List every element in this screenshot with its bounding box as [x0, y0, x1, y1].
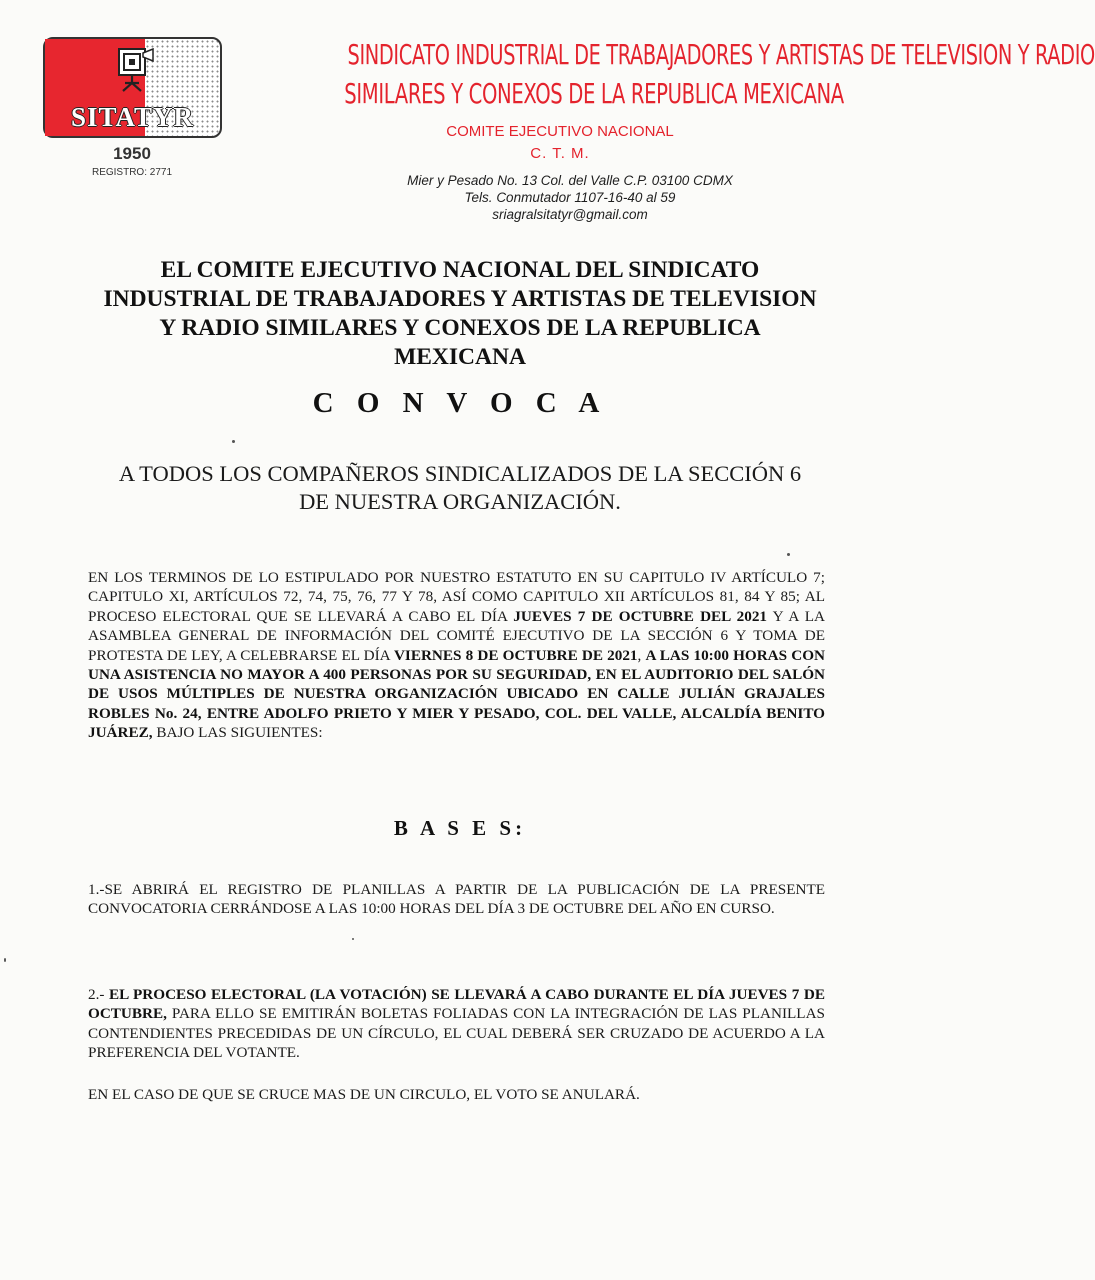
intro-text: BAJO LAS SIGUIENTES: [152, 724, 323, 742]
email-line: sriagralsitatyr@gmail.com [492, 207, 648, 222]
sitatyr-logo [43, 37, 222, 138]
intro-bold-date: JUEVES 7 DE OCTUBRE DEL 2021 [513, 607, 768, 625]
scan-speck [4, 958, 6, 962]
address-line: Mier y Pesado No. 13 Col. del Valle C.P. 03100 CDMX [407, 173, 733, 188]
heading-line: Y RADIO SIMILARES Y CONEXOS DE LA REPUBLICA [159, 315, 761, 341]
scan-speck [787, 553, 790, 556]
heading-line: INDUSTRIAL DE TRABAJADORES Y ARTISTAS DE TELEVISION [103, 286, 817, 312]
registro-number: REGISTRO: 2771 [91, 167, 173, 178]
sitatyr-emblem-icon [113, 47, 157, 99]
phone-line: Tels. Conmutador 1107-16-40 al 59 [464, 190, 676, 205]
bases-title: B A S E S: [393, 816, 527, 840]
main-heading [60, 256, 860, 372]
ctm-label: C. T. M. [530, 145, 590, 162]
intro-text: EN LOS TERMINOS DE LO ESTIPULADO POR NUESTRO ESTATUTO EN SU CAPITULO IV ARTÍCULO 7; CAPITULO XI, ARTÍCULOS 72, 74, 75, 76, 77 Y 78, ASÍ COMO CAPITULO XII ARTÍCULOS 81, 84 Y 85; AL PROCESO ELECTORAL QUE SE LLEVARÁ A CABO EL DÍA [88, 569, 825, 625]
scan-speck [232, 440, 235, 443]
comite-label: COMITE EJECUTIVO NACIONAL [446, 123, 674, 140]
scan-speck [352, 938, 354, 940]
convoca-title: C O N V O C A [312, 387, 608, 419]
org-name-line-1: SINDICATO INDUSTRIAL DE TRABAJADORES Y ARTISTAS DE TELEVISION Y RADIO [347, 38, 1095, 71]
founding-year: 1950 [113, 144, 151, 163]
intro-bold-location: A LAS 10:00 HORAS CON UNA ASISTENCIA NO MAYOR A 400 PERSONAS POR SU SEGURIDAD, EN EL AUDITORIO DEL SALÓN DE USOS MÚLTIPLES DE NUESTRA ORGANIZACIÓN UBICADO EN CALLE JULIÁN GRAJALES ROBLES No. 24, ENTRE ADOLFO PRIETO Y MIER Y PESADO, COL. DEL VALLE, ALCALDÍA BENITO JUÁREZ, [88, 646, 826, 742]
intro-text: , [637, 646, 646, 664]
intro-paragraph [88, 568, 825, 743]
item-text: PARA ELLO SE EMITIRÁN BOLETAS FOLIADAS CON LA INTEGRACIÓN DE LAS PLANILLAS CONTENDIENTES PRECEDIDAS DE UN CÍRCULO, EL CUAL DEBERÁ SER CRUZADO DE ACUERDO A LA PREFERENCIA DEL VOTANTE. [88, 1005, 825, 1062]
item-number: 2.- [88, 986, 110, 1003]
heading-line: MEXICANA [394, 344, 526, 370]
org-name-line-2: SIMILARES Y CONEXOS DE LA REPUBLICA MEXICANA [344, 77, 844, 110]
subheading [60, 460, 860, 516]
heading-line: EL COMITE EJECUTIVO NACIONAL DEL SINDICATO [160, 257, 760, 283]
bases-item-1: 1.-SE ABRIRÁ EL REGISTRO DE PLANILLAS A PARTIR DE LA PUBLICACIÓN DE LA PRESENTE CONVOCATORIA CERRÁNDOSE A LAS 10:00 HORAS DEL DÍA 3 DE OCTUBRE DEL AÑO EN CURSO. [88, 881, 825, 918]
item-bold-text: EL PROCESO ELECTORAL (LA VOTACIÓN) SE LLEVARÁ A CABO DURANTE EL DÍA JUEVES 7 DE OCTUBRE, [88, 986, 825, 1023]
bases-item-2 [88, 985, 825, 1063]
subheading-line: DE NUESTRA ORGANIZACIÓN. [299, 489, 621, 514]
intro-bold-date: VIERNES 8 DE OCTUBRE DE 2021 [393, 646, 638, 664]
logo-wordmark: SITATYR [70, 102, 195, 132]
bases-note: EN EL CASO DE QUE SE CRUCE MAS DE UN CIRCULO, EL VOTO SE ANULARÁ. [88, 1086, 640, 1103]
intro-text: Y A LA ASAMBLEA GENERAL DE INFORMACIÓN DEL COMITÉ EJECUTIVO DE LA SECCIÓN 6 Y TOMA DE PROTESTA DE LEY, A CELEBRARSE EL DÍA [88, 607, 825, 664]
subheading-line: A TODOS LOS COMPAÑEROS SINDICALIZADOS DE LA SECCIÓN 6 [118, 461, 802, 486]
